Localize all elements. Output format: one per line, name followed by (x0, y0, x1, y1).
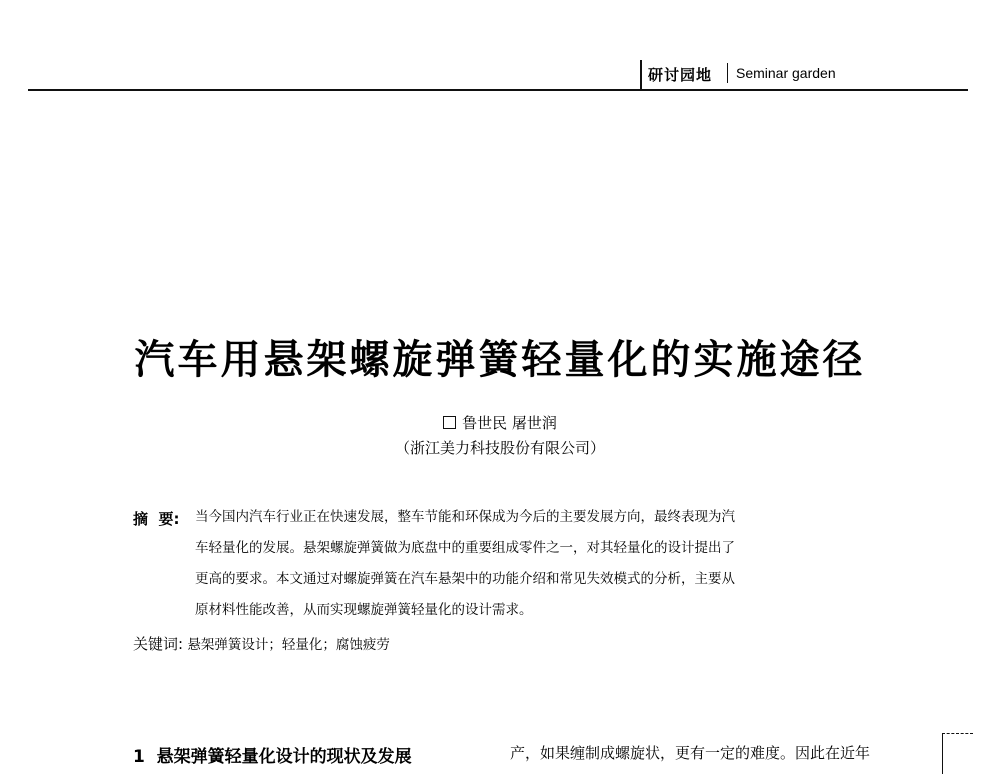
authors (0, 412, 1000, 433)
header-rule (28, 89, 968, 91)
corner-mark (942, 733, 973, 774)
abstract-line: 车轻量化的发展。悬架螺旋弹簧做为底盘中的重要组成零件之一，对其轻量化的设计提出了 (195, 540, 735, 556)
running-header (0, 0, 1000, 100)
keywords-text: 悬架弹簧设计；轻量化；腐蚀疲劳 (187, 637, 390, 653)
body-text-line: 产，如果缠制成螺旋状，更有一定的难度。因此在近年 (510, 744, 871, 762)
article-title: 汽车用悬架螺旋弹簧轻量化的实施途径 (134, 336, 866, 383)
header-separator (727, 63, 728, 83)
keywords (133, 633, 390, 654)
header-divider (640, 60, 642, 90)
author-names: 鲁世民 屠世润 (462, 414, 557, 432)
abstract-line: 原材料性能改善，从而实现螺旋弹簧轻量化的设计需求。 (195, 602, 533, 618)
abstract-line: 更高的要求。本文通过对螺旋弹簧在汽车悬架中的功能介绍和常见失效模式的分析，主要从 (195, 571, 735, 587)
section-name-cn: 研讨园地 (648, 66, 713, 84)
author-box-icon (443, 416, 456, 429)
section-name-en: Seminar garden (736, 65, 836, 81)
abstract-label: 摘 要: (133, 510, 180, 528)
abstract-line: 当今国内汽车行业正在快速发展，整车节能和环保成为今后的主要发展方向，最终表现为汽 (195, 509, 735, 525)
affiliation: （浙江美力科技股份有限公司） (394, 439, 605, 457)
section-heading: 1 悬架弹簧轻量化设计的现状及发展 (133, 747, 412, 767)
keywords-label: 关键词: (133, 635, 184, 653)
